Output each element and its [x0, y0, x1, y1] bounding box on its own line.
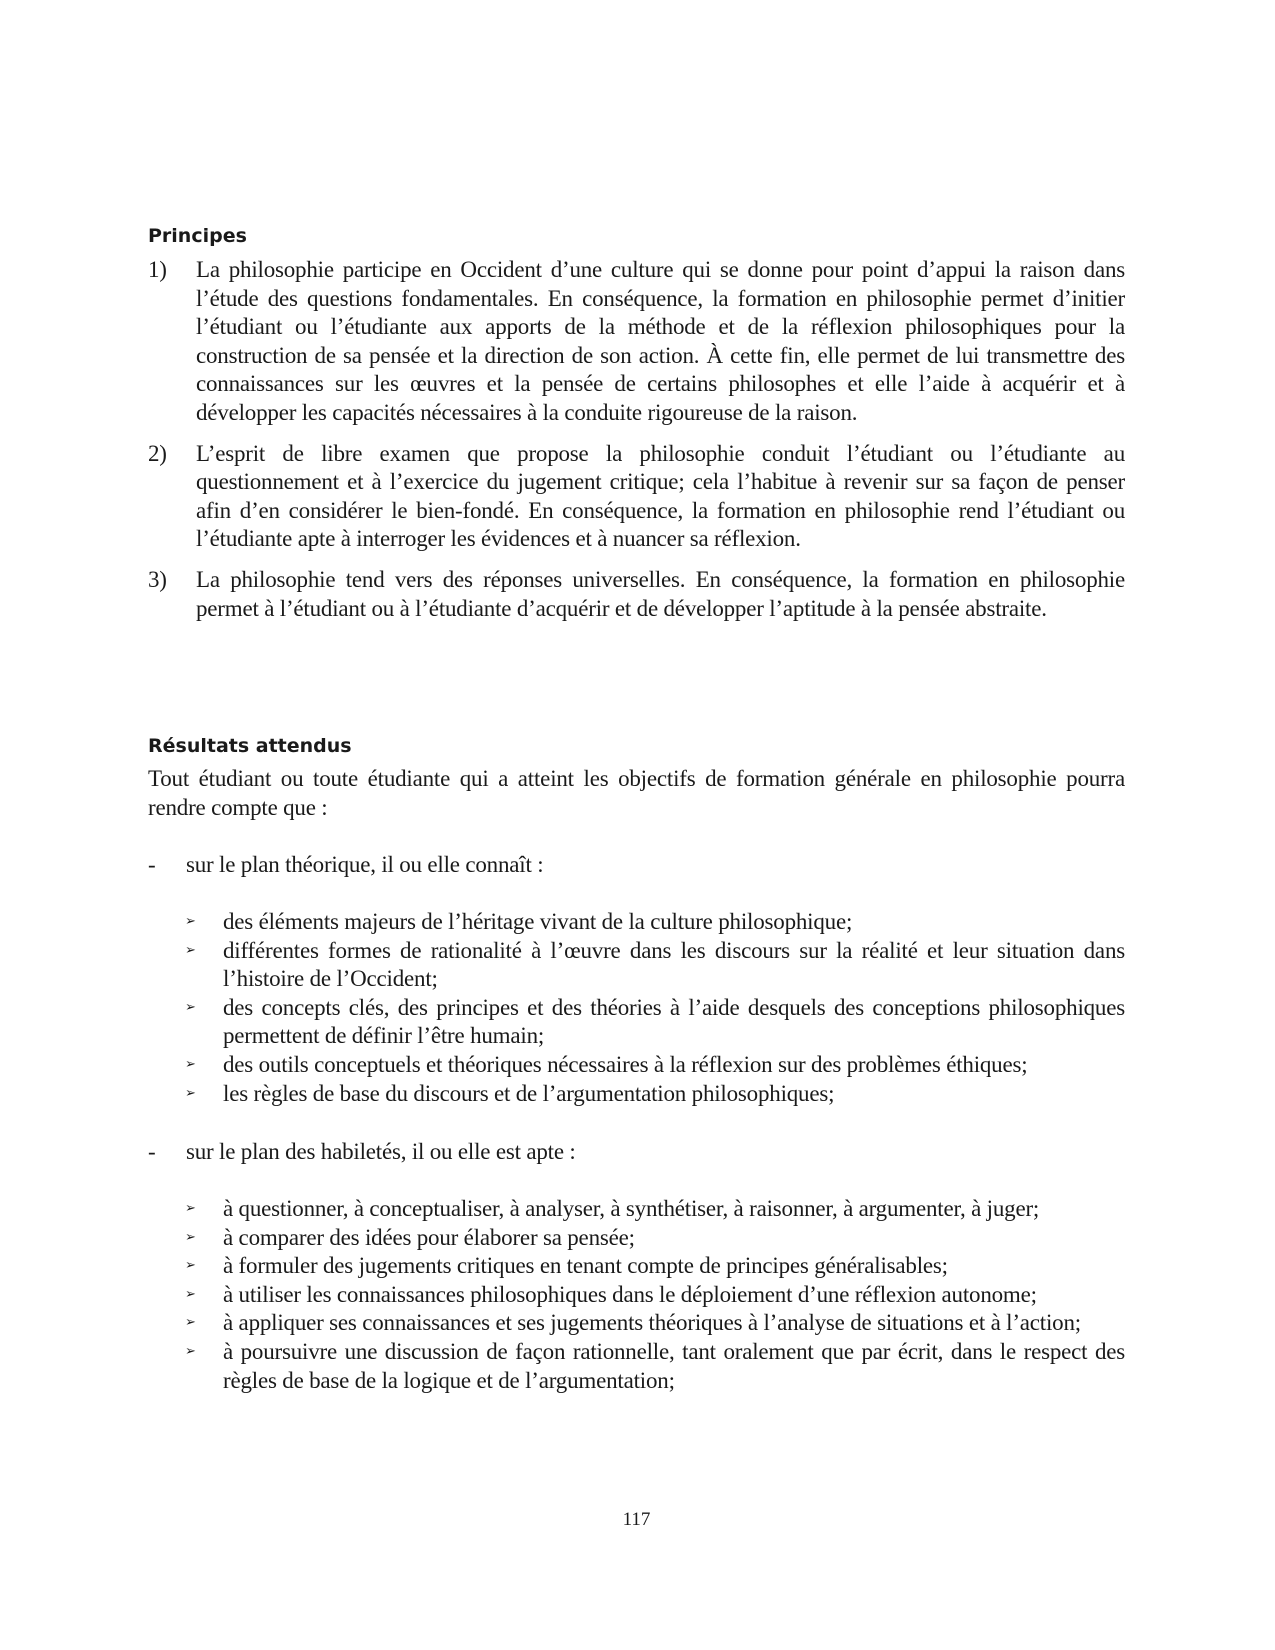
- arrow-bullet-icon: ➢: [185, 1343, 196, 1359]
- document-page: [148, 0, 1125, 1650]
- list-item-text: à comparer des idées pour élaborer sa pensée;: [223, 1224, 635, 1250]
- dash-marker: -: [148, 1139, 156, 1164]
- list-item: [185, 1281, 1125, 1310]
- principle-number: 3): [148, 566, 167, 592]
- principle-text: L’esprit de libre examen que propose la philosophie conduit l’étudiant ou l’étudiante au questionnement et à l’exercice du jugement critique; cela l’habitue à revenir sur sa façon de penser afin d’en considérer le bien-fondé. En conséquence, la formation en philosophie rend l’étudiant ou l’étudiante apte à interroger les évidences et à nuancer sa réflexion.: [196, 440, 1125, 552]
- list-item: [185, 994, 1125, 1051]
- arrow-bullet-icon: ➢: [185, 1286, 196, 1302]
- list-item: [185, 1080, 1125, 1109]
- results-intro: Tout étudiant ou toute étudiante qui a atteint les objectifs de formation générale en philosophie pourra rendre compte que :: [148, 766, 1125, 820]
- principle-number: 1): [148, 257, 167, 282]
- theory-list: [185, 908, 1125, 1108]
- principle-number: 2): [148, 440, 167, 466]
- skills-list: [185, 1195, 1125, 1395]
- arrow-bullet-icon: ➢: [185, 1085, 196, 1101]
- arrow-bullet-icon: ➢: [185, 1056, 196, 1072]
- list-item: [185, 908, 1125, 937]
- list-item-text: à appliquer ses connaissances et ses jugements théoriques à l’analyse de situations et à l’action;: [223, 1310, 1081, 1336]
- list-item: [185, 1252, 1125, 1281]
- arrow-bullet-icon: ➢: [185, 914, 196, 929]
- list-item: [185, 1309, 1125, 1338]
- results-heading: Résultats attendus: [148, 735, 352, 757]
- arrow-bullet-icon: ➢: [185, 1201, 196, 1216]
- list-item: [185, 937, 1125, 994]
- list-item-text: des concepts clés, des principes et des théories à l’aide desquels des conceptions philosophiques permettent de définir l’être humain;: [223, 994, 1125, 1049]
- page-number: 117: [622, 1509, 651, 1530]
- list-item-text: des éléments majeurs de l’héritage vivant de la culture philosophique;: [223, 909, 853, 934]
- principle-item: [148, 566, 1125, 623]
- list-item-text: à poursuivre une discussion de façon rationnelle, tant oralement que par écrit, dans le respect des règles de base de la logique et de l’argumentation;: [223, 1338, 1125, 1393]
- list-item: [185, 1051, 1125, 1080]
- principle-text: La philosophie tend vers des réponses universelles. En conséquence, la formation en philosophie permet à l’étudiant ou à l’étudiante d’acquérir et de développer l’aptitude à la pensée abstraite.: [196, 566, 1125, 621]
- principle-text: La philosophie participe en Occident d’une culture qui se donne pour point d’appui la raison dans l’étude des questions fondamentales. En conséquence, la formation en philosophie permet d’initier l’étudiant ou l’étudiante aux apports de la méthode et de la réflexion philosophiques pour la construction de sa pensée et la direction de son action. À cette fin, elle permet de lui transmettre des connaissances sur les œuvres et la pensée de certains philosophes et elle l’aide à acquérir et à développer les capacités nécessaires à la conduite rigoureuse de la raison.: [196, 257, 1125, 425]
- list-item: [185, 1224, 1125, 1253]
- principles-heading: Principes: [148, 225, 247, 247]
- principle-item: [148, 440, 1125, 554]
- arrow-bullet-icon: ➢: [185, 999, 196, 1015]
- arrow-bullet-icon: ➢: [185, 942, 196, 958]
- list-item-text: les règles de base du discours et de l’argumentation philosophiques;: [223, 1080, 835, 1106]
- arrow-bullet-icon: ➢: [185, 1229, 196, 1245]
- principle-item: [148, 256, 1125, 428]
- list-item: [185, 1338, 1125, 1395]
- list-item: [185, 1195, 1125, 1224]
- list-item-text: différentes formes de rationalité à l’œuvre dans les discours sur la réalité et leur situation dans l’histoire de l’Occident;: [223, 937, 1125, 992]
- arrow-bullet-icon: ➢: [185, 1315, 196, 1331]
- principles-list: [148, 256, 1125, 635]
- list-item-text: des outils conceptuels et théoriques nécessaires à la réflexion sur des problèmes éthiques;: [223, 1051, 1028, 1077]
- skills-label: sur le plan des habiletés, il ou elle est apte :: [186, 1139, 576, 1164]
- arrow-bullet-icon: ➢: [185, 1258, 196, 1274]
- list-item-text: à formuler des jugements critiques en tenant compte de principes généralisables;: [223, 1253, 948, 1279]
- list-item-text: à questionner, à conceptualiser, à analyser, à synthétiser, à raisonner, à argumenter, à juger;: [223, 1196, 1040, 1221]
- theory-label: sur le plan théorique, il ou elle connaît :: [186, 852, 544, 877]
- list-item-text: à utiliser les connaissances philosophiques dans le déploiement d’une réflexion autonome;: [223, 1281, 1037, 1307]
- dash-marker: -: [148, 852, 156, 877]
